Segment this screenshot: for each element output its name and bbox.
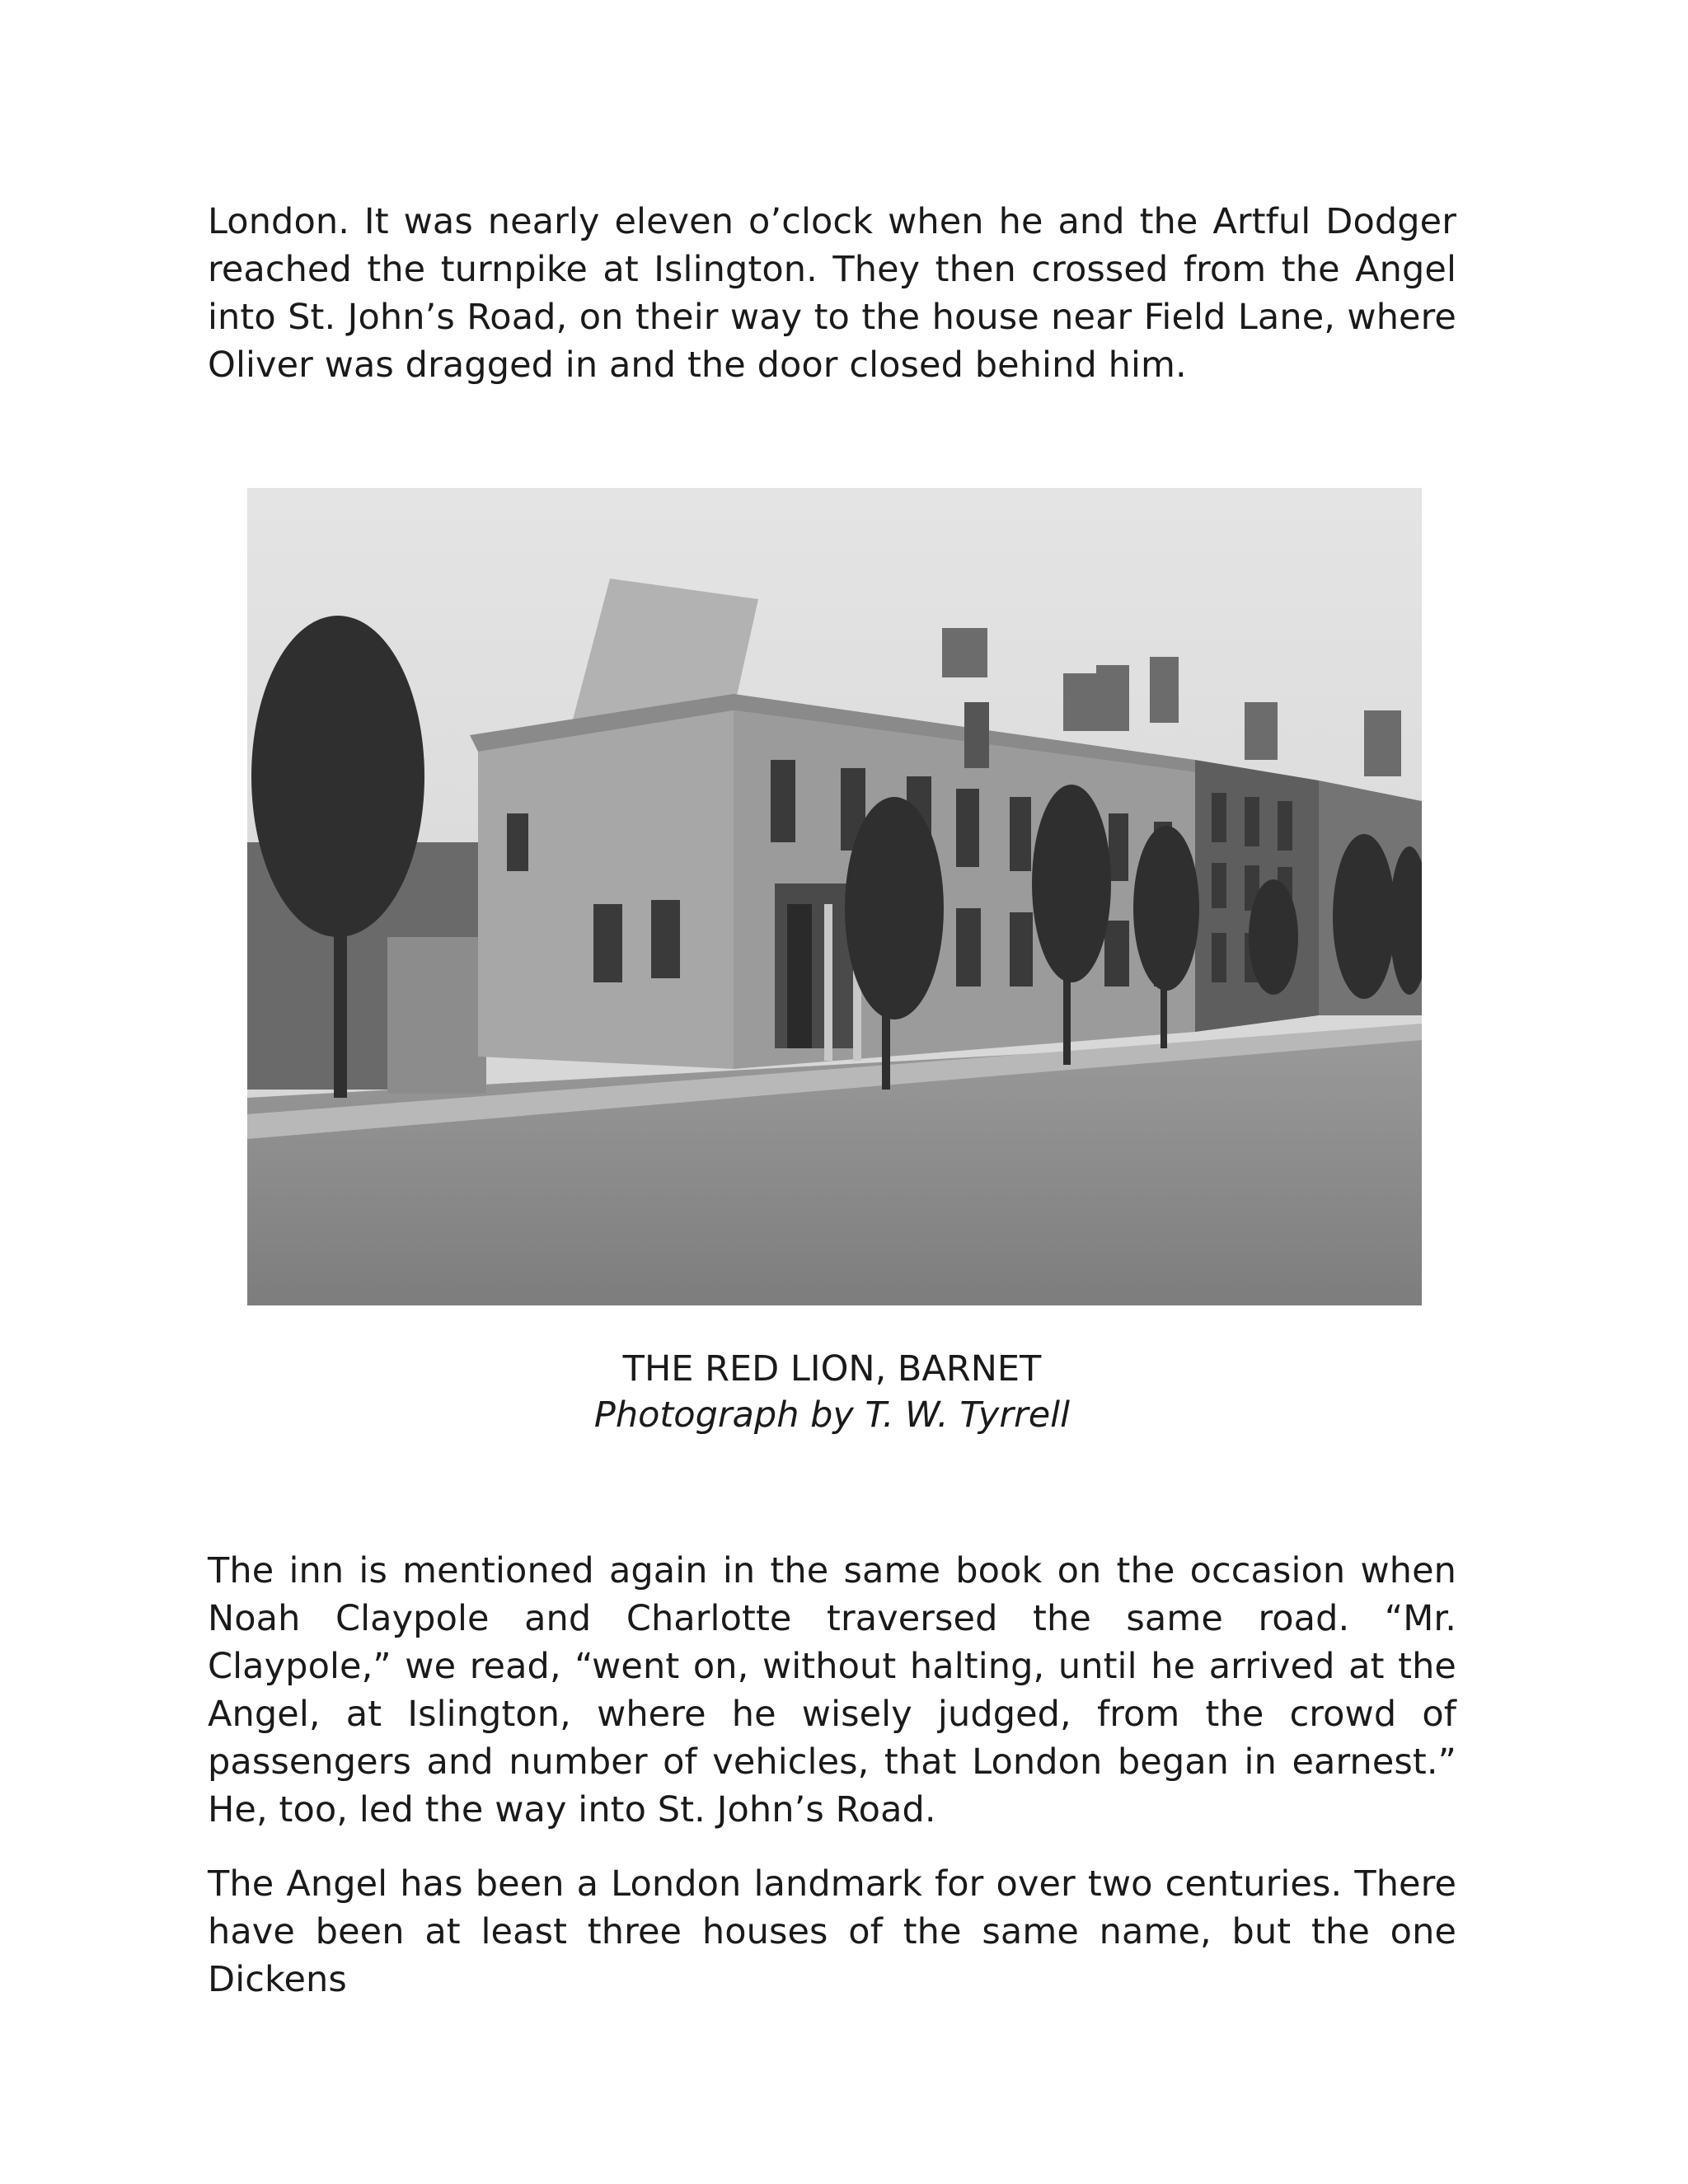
figure-caption-credit: Photograph by T. W. Tyrrell xyxy=(593,1394,1071,1436)
red-lion-photograph xyxy=(247,488,1422,1305)
body-paragraph: London. It was nearly eleven o’clock when he and the Artful Dodger reached the turnpike at Islington. They then crossed from the Angel into St. John’s Road, on their way to the house near Field Lane, where Oliver was dragged in and the door closed behind him. xyxy=(208,201,1456,386)
figure-caption-title: THE RED LION, BARNET xyxy=(622,1348,1042,1390)
body-paragraph: The Angel has been a London landmark for over two centuries. There have been at least three houses of the same name, but the one Dickens xyxy=(208,1863,1456,2000)
body-paragraph: The inn is mentioned again in the same book on the occasion when Noah Claypole and Charlotte traversed the same road. “Mr. Claypole,” we read, “went on, without halting, until he arrived at the Angel, at Islington, where he wisely judged, from the crowd of passengers and number of vehicles, that London began in earnest.” He, too, led the way into St. John’s Road. xyxy=(208,1550,1456,1830)
